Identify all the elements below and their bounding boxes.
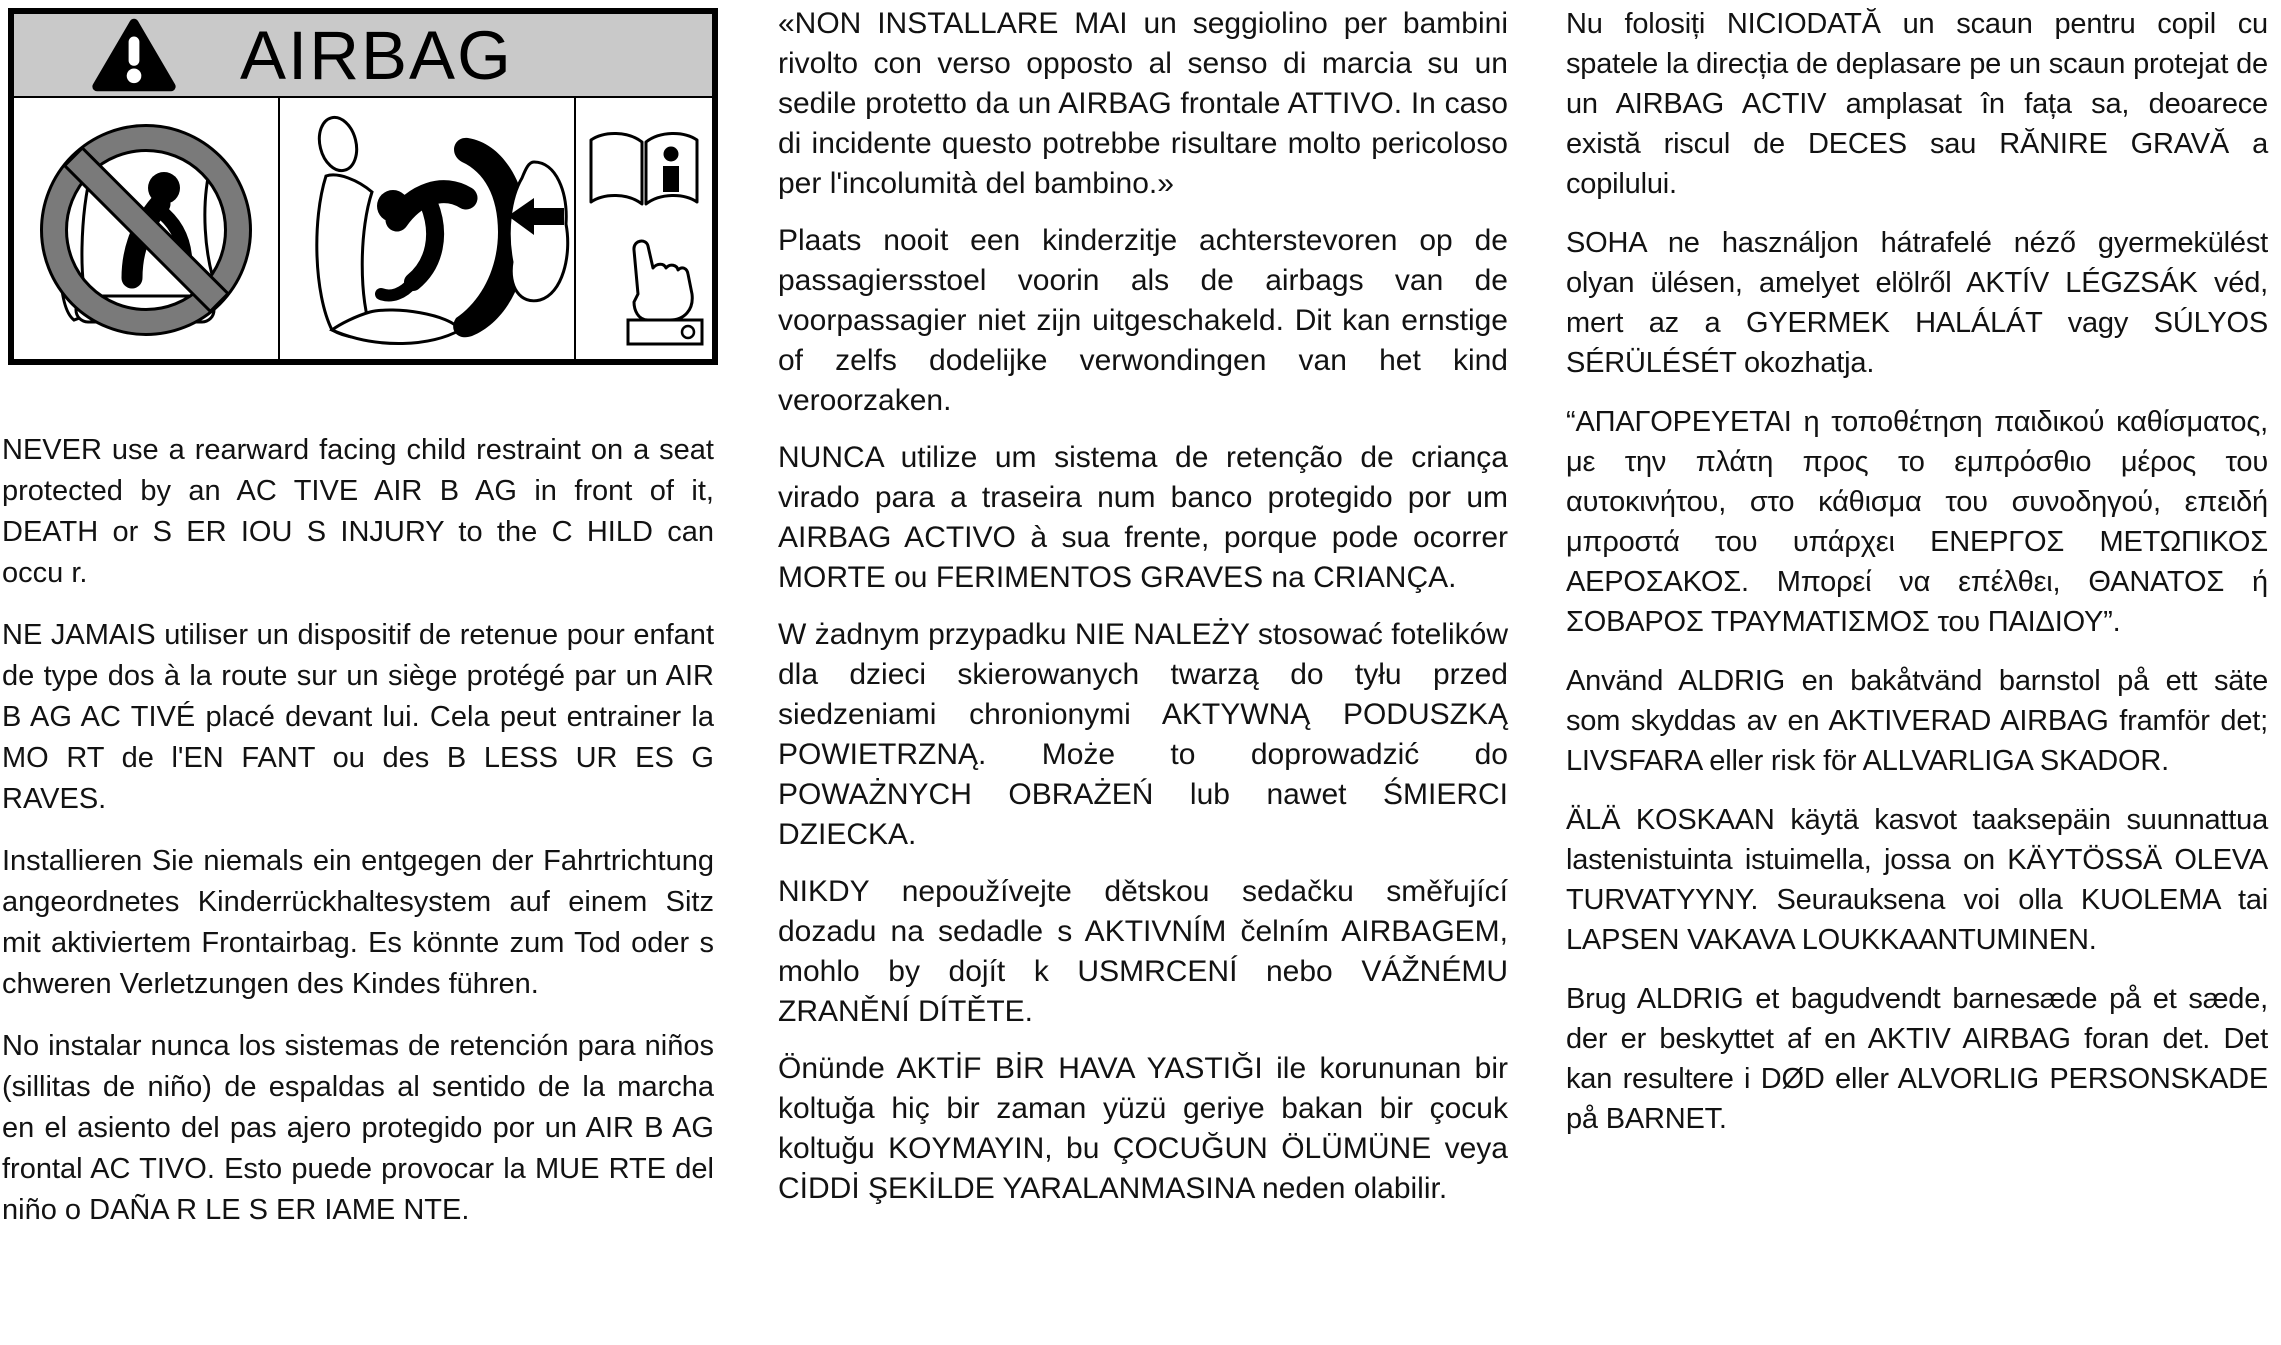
warning-column-middle [778, 4, 1508, 1226]
warning-paragraph-polish: W żadnym przypadku NIE NALEŻY stosować fotelików dla dzieci skierowanych twarzą do tyłu przed siedzeniami chronionymi AKTYWNĄ PODUSZKĄ POWIETRZNĄ. Może to doprowadzić do POWAŻNYCH OBRAŻEŃ lub nawet ŚMIERCI DZIECKA. [778, 618, 1508, 851]
no-rearward-child-seat-icon [14, 98, 278, 359]
warning-column-left [2, 430, 714, 1252]
warning-paragraph-turkish: Önünde AKTİF BİR HAVA YASTIĞI ile korununan bir koltuğa hiç bir zaman yüzü geriye bakan bir çocuk koltuğu KOYMAYIN, bu ÇOCUĞUN ÖLÜMÜNE veya CİDDİ ŞEKİLDE YARALANMASINA neden olabilir. [778, 1052, 1508, 1205]
warning-paragraph-spanish: No instalar nunca los sistemas de retención para niños (sillitas de niño) de espaldas al sentido de la marcha en el asiento del pas ajero protegido por un AIR B AG frontal AC TIVO. Esto puede provocar la MUE RTE del niño o DAÑA R LE S ER IAME NTE. [2, 1030, 714, 1226]
warning-paragraph-french: NE JAMAIS utiliser un dispositif de retenue pour enfant de type dos à la route sur un siège protégé par un AIR B AG AC TIVÉ placé devant lui. Cela peut entrainer la MO RT de l'EN FANT ou des B LESS UR ES G RAVES. [2, 619, 714, 815]
warning-paragraph-finnish: ÄLÄ KOSKAAN käytä kasvot taaksepäin suunnattua lastenistuinta istuimella, jossa on KÄYTÖSSÄ OLEVA TURVATYYNY. Seurauksena voi olla KUOLEMA tai LAPSEN VAKAVA LOUKKAANTUMINEN. [1566, 804, 2268, 956]
warning-paragraph-greek: “ΑΠΑΓΟΡΕΥΕΤΑΙ η τοποθέτηση παιδικού καθίσματος, με την πλάτη προς το εμπρόσθιο μέρος του αυτοκινήτου, στο κάθισμα του συνοδηγού, επειδή μπροστά του υπάρχει ΕΝΕΡΓΟΣ ΜΕΤΩΠΙΚΟΣ ΑΕΡΟΣΑΚΟΣ. Μπορεί να επέλθει, ΘΑΝΑΤΟΣ ή ΣΟΒΑΡΟΣ ΤΡΑΥΜΑΤΙΣΜΟΣ του ΠΑΙΔΙΟΥ”. [1566, 406, 2268, 638]
warning-triangle-icon [82, 18, 186, 92]
airbag-title: AIRBAG [240, 16, 513, 94]
warning-header-band [14, 14, 712, 98]
pointing-hand-icon [628, 241, 702, 344]
warning-paragraph-swedish: Använd ALDRIG en bakåtvänd barnstol på ett säte som skyddas av en AKTIVERAD AIRBAG framför det; LIVSFARA eller risk för ALLVARLIGA SKADOR. [1566, 665, 2268, 777]
warning-paragraph-hungarian: SOHA ne használjon hátrafelé néző gyermekülést olyan ülésen, amelyet elölről AKTÍV LÉGZSÁK véd, mert az a GYERMEK HALÁLÁT vagy SÚLYOS SÉRÜLÉSÉT okozhatja. [1566, 227, 2268, 379]
warning-paragraph-german: Installieren Sie niemals ein entgegen der Fahrtrichtung angeordnetes Kinderrückhaltesystem auf einem Sitz mit aktiviertem Frontairbag. Es könnte zum Tod oder s chweren Verletzungen des Kindes führen. [2, 845, 714, 1000]
warning-column-right [1566, 4, 2268, 1158]
warning-paragraph-portuguese: NUNCA utilize um sistema de retenção de criança virado para a traseira num banco protegido por um AIRBAG ACTIVO à sua frente, porque pode ocorrer MORTE ou FERIMENTOS GRAVES na CRIANÇA. [778, 441, 1508, 594]
warning-paragraph-romanian: Nu folosiți NICIODATĂ un scaun pentru copil cu spatele la direcția de deplasare pe un scaun protejat de un AIRBAG ACTIV amplasat în fața sa, deoarece există riscul de DECES sau RĂNIRE GRAVĂ a copilului. [1566, 8, 2268, 200]
airbag-deployment-icon [278, 98, 574, 359]
warning-paragraph-czech: NIKDY nepoužívejte dětskou sedačku směřující dozadu na sedadle s AKTIVNÍM čelním AIRBAGEM, mohlo by dojít k USMRCENÍ nebo VÁŽNÉMU ZRANĚNÍ DÍTĚTE. [778, 875, 1508, 1028]
pictogram-row [14, 98, 712, 359]
airbag-warning-label-graphic [8, 8, 718, 365]
warning-paragraph-english: NEVER use a rearward facing child restraint on a seat protected by an AC TIVE AIR B AG in front of it, DEATH or S ER IOU S INJURY to the C HILD can occu r. [2, 434, 714, 589]
consult-manual-icon [574, 98, 712, 359]
warning-paragraph-danish: Brug ALDRIG et bagudvendt barnesæde på et sæde, der er beskyttet af en AKTIV AIRBAG foran det. Det kan resultere i DØD eller ALVORLIG PERSONSKADE på BARNET. [1566, 983, 2268, 1135]
warning-paragraph-dutch: Plaats nooit een kinderzitje achterstevoren op de passagiersstoel voorin als de airbags van de voorpassagier niet zijn uitgeschakeld. Dit kan ernstige of zelfs dodelijke verwondingen van het kind veroorzaken. [778, 224, 1508, 417]
warning-paragraph-italian: «NON INSTALLARE MAI un seggiolino per bambini rivolto con verso opposto al senso di marcia su un sedile protetto da un AIRBAG frontale ATTIVO. In caso di incidente questo potrebbe risultare molto pericoloso per l'incolumità del bambino.» [778, 7, 1508, 200]
